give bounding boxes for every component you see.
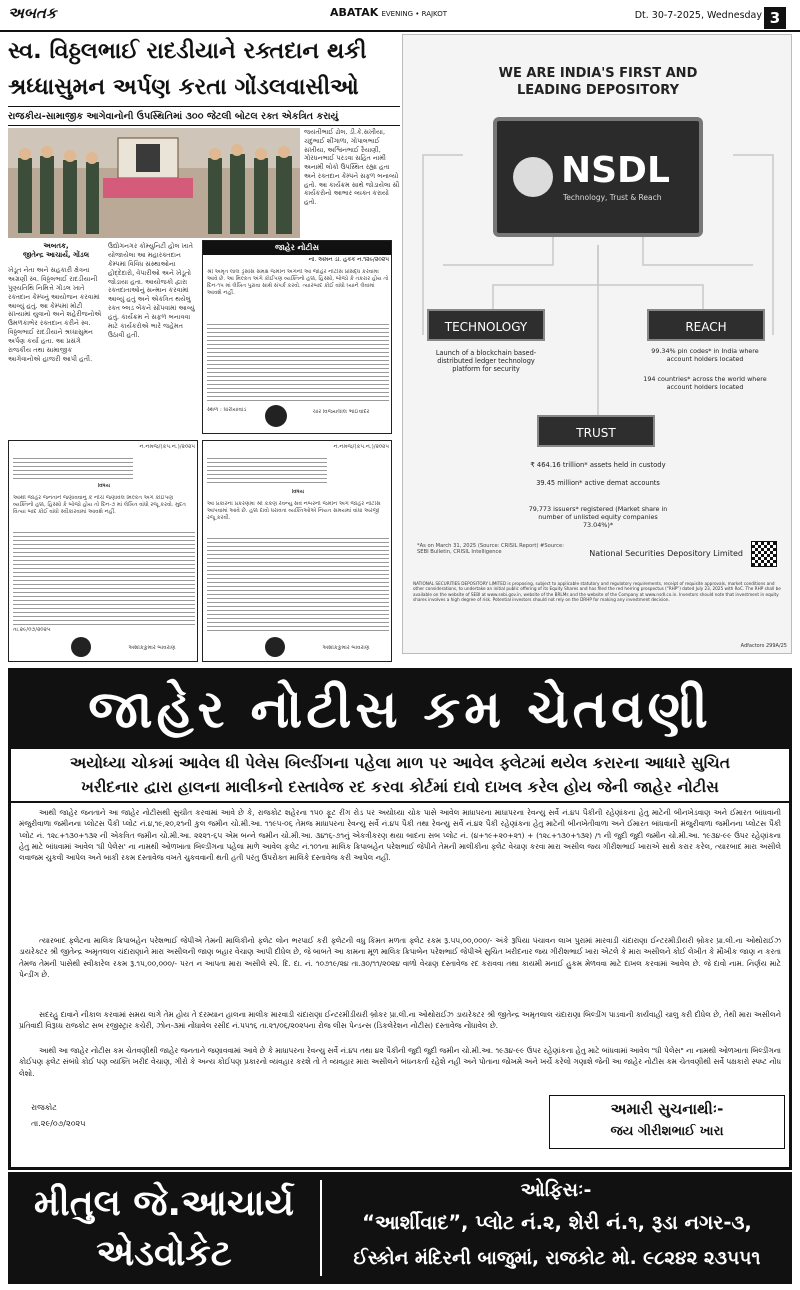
notice-top-seal — [265, 405, 287, 427]
warning-client-box — [549, 1095, 785, 1149]
trust-stat-3: 79,773 issuers* registered (Market share in number of unlisted equity companies 73.04%)* — [528, 505, 668, 529]
nsdl-ad-code: Adfactors 299A/25 — [740, 643, 787, 649]
notice-right-addr — [207, 455, 327, 485]
trust-stat-2: 39.45 million* active demat accounts — [536, 479, 660, 487]
reach-desc-2: 194 countries* across the world where account holders located — [643, 375, 767, 391]
byline-source: અબતક, — [43, 242, 69, 250]
masthead-title: ABATAK — [330, 6, 379, 19]
page-number: 3 — [764, 7, 786, 29]
masthead-center — [330, 6, 480, 22]
nsdl-brand-sub: Technology, Trust & Reach — [563, 193, 662, 202]
trust-stat-1: ₹ 464.16 trillion* assets held in custody — [530, 461, 666, 469]
nsdl-footnote: *As on March 31, 2025 (Source: CRISIL Report) #Source: SEBI Bulletin, CRISIL Intelligence — [417, 543, 564, 555]
byline-author: જીતેન્દ્ર આચાર્ય, ગોંડલ — [22, 251, 90, 259]
warning-title: જાહેર નોટીસ કમ ચેતવણી — [11, 671, 789, 749]
office-label: ઓફિસઃ- — [520, 1179, 592, 1201]
notice-left-seal — [71, 637, 91, 657]
notice-top-place: સ્થળ : ધારીયાવાડ — [207, 407, 247, 413]
masthead-date: Dt. 30-7-2025, Wednesday — [634, 10, 762, 21]
story-column-2: ઉદ્યોગનગર કોમ્યુનિટી હોલ ખાતે યોજાયેલા આ મહારક્તદાન કેમ્પમાં વિવિધ સંસ્થાઓના હોદ્દેદારો, વેપારીઓ અને ખેડૂતો જોડાયા હતા. આયોજકો દ્વારા રક્તદાતાઓનું સન્માન કરવામાં આવ્યું હતું અને એકત્રિત થયેલું રક્ત બ્લડ બેંકને સોંપવામાં આવ્યું હતું. કાર્યક્રમ ને સફળ બનાવવા માટે કાર્યકરોએ ભારે જહેમત ઉઠાવી હતી. — [108, 242, 195, 339]
office-line-2: ઈસ્કોન મંદિરની બાજુમાં, રાજકોટ મો. ૯૮૨૪૨ ૨૩૫૫૧ — [353, 1248, 761, 1269]
notice-right-sub: વિષય — [291, 489, 305, 495]
notice-left-body: આથી જાહેર જનતાને જણાવવાનું કે નીચે જણાવેલ મિલ્કત અંગે કોઈપણ વ્યક્તિનો હક્ક, હિસ્સો કે બોજો હોય તો દિન-૭ માં લેખિત વાંધો રજૂ કરવો. મુદત વિત્યા બાદ કોઈ વાંધો સ્વીકારવામાં આવશે નહીં. — [13, 495, 186, 516]
notice-left-date: તા.૨૯/૦૭/૨૦૨૫ — [13, 627, 51, 633]
reach-box: REACH — [647, 309, 765, 341]
notice-right-seal — [265, 637, 285, 657]
reach-desc-1: 99.34% pin codes* in India where account holders located — [651, 347, 759, 363]
notice-left-text-block — [13, 529, 195, 625]
nsdl-ad — [402, 34, 792, 654]
notice-right-body: આ પ્રકારના પ્રકરણમાં શ્રી કંકણ રેવન્યુ સર્વે નંબરની જમીન અંગે જાહેર નોટીસ આપવામાં આવે છે. હક્ક દાવો ધરાવતા વ્યક્તિઓએ નિયત સમયમાં વાંધા અરજી રજૂ કરવી. — [207, 501, 381, 522]
warning-place: રાજકોટ — [31, 1103, 57, 1112]
story-subhead: રાજકીય-સામાજીક આગેવાનોની ઉપસ્થિતિમાં ૩૦૦ જેટલી બોટલ રક્ત એકત્રિત કરાયું — [8, 106, 400, 126]
notice-left-sub: વિષય — [97, 483, 111, 489]
nsdl-qr-code — [751, 541, 777, 567]
technology-box: TECHNOLOGY — [427, 309, 545, 341]
advocate-title: એડવોકેટ — [96, 1233, 232, 1274]
warning-notice — [8, 668, 792, 1170]
story-headline-2: શ્રધ્ધાસુમન અર્પણ કરતા ગોંડલવાસીઓ — [8, 74, 359, 100]
nsdl-brand: NSDL — [561, 151, 670, 191]
trust-box: TRUST — [537, 415, 655, 447]
office-line-1: “આર્શીવાદ”, પ્લોટ નં.૨, શેરી નં.૧, રૂડા નગર-૩, — [362, 1211, 752, 1234]
notice-right-sign: અશોકકુમાર બાવરાણ — [322, 645, 370, 651]
warning-para-2: ત્યારબાદ ફ્લેટના માલિક ક્રિપાબહેન પરેશભાઈ જેપીએ તેમની માલિકીનો ફ્લેટ લોન ભરપાઈ કરી ફ્લેટની વધુ કિંમત મળતા ફ્લેટ રકમ રૂ.૫૫,૦૦,૦૦૦/- અંકે રૂપિયા પંચાવન લાખ પુરામાં મારવાડી ચંદારાણા ઈન્ટરમીડીયરી બ્રોકર પ્રા.લી.ના ઓથોરાઈઝ ડાયરેક્ટર શ્રી જીતેન્દ્ર અમૃતલાલ ચંદારાણાને મારા અસીલની જાણ બહાર વેચાણ આપી દીધેલ છે, જે બાબતે આ કામના મૂળ માલિક ક્રિપાબેન પરેશભાઈ જેપીએ સુચિત ખરીદનાર જય ગીરીશભાઈ ખારા એટલે કે મારા અસીલને કોઈ લેખીત કે મૌખીક જાણ ન કરતા તેમજ તેમની પાસેથી સ્વીકારેલ રકમ રૂ.૧૫,૦૦,૦૦૦/- પરત ન આપતા મારા અસીલે સ્પે. દિ. દા. નં. ૧૦૭૧૯/૨૪ તા.૩૦/૧૧/૨૦૨૪ વાળો વેચાણ દસ્તાવેજ રદ કરાવવા તથા કાયમી મનાઈ હુકમ મેળવવા માટે દાખલ કરવામાં આવેલ છે. જે દાવો નામ. નિર્ણય માટે પેન્ડીંગ છે. — [19, 936, 781, 979]
story-photo-text: જયંતીભાઈ ઢોલ, ડી.કે.સખીયા, ચંદુભાઈ શીંગાળા, ગોપાલભાઈ સખીયા, અશ્વિનભાઈ રૈયાણી, ગોરધનભાઈ પરડવા સહિત નામી અનામી લોકો ઉપસ્થિત રહ્યા હતા અને રક્તદાન કેમ્પને સફળ બનાવ્યો હતો. આ કાર્યક્રમ સાથે જોડાયેલા સૌ કાર્યકરોનો આભાર વ્યક્ત કરાયો હતો. — [304, 128, 400, 207]
advocate-name: મીતુલ જે.આચાર્ય — [34, 1183, 294, 1224]
warning-subtitle-1: અયોધ્યા ચોકમાં આવેલ ધી પેલેસ બિલ્ડીંગના પહેલા માળ પર આવેલ ફ્લેટમાં થયેલ કરારના આધારે સુચિત — [69, 754, 731, 772]
notice-left-ref: નં.નમજ/(કપ.નં.)/૨૦૨૫ — [139, 444, 195, 450]
warning-divider — [11, 801, 789, 803]
notice-top-text-block — [207, 321, 389, 403]
photo-graphic — [8, 128, 300, 238]
notice-top-title: જાહેર નોટીસ — [203, 241, 391, 255]
masthead-subtitle: EVENING • RAJKOT — [381, 10, 448, 18]
nsdl-tagline: WE ARE INDIA'S FIRST AND LEADING DEPOSITORY — [498, 66, 698, 98]
story-photo — [8, 128, 300, 238]
nsdl-chip — [493, 117, 703, 237]
nsdl-logo-icon — [513, 157, 553, 197]
masthead-logo: અબતક — [8, 4, 57, 22]
warning-client-label: અમારી સુચનાથીઃ- — [610, 1100, 724, 1118]
nsdl-legal-text: NATIONAL SECURITIES DEPOSITORY LIMITED is proposing, subject to applicable statutory and regulatory requirements, receipt of requisite approvals, market conditions and other considerations, to undertake an initial public offering of its Equity Shares and has filed the red herring prospectus ("RHP") dated July 23, 2025 with RoC. The RHP shall be available on the website of SEBI at www.sebi.gov.in, website of the BRLMs and the website of the Company at www.nsdl.co.in. Investors should note that investment in equity shares involves a high degree of risk. Potential investors should not rely on the DRHP for making any investment decision. — [413, 581, 781, 603]
warning-client-name: જય ગીરીશભાઈ ખારા — [610, 1124, 724, 1139]
notice-left-sign: અશોકકુમાર બાવરાણ — [128, 645, 176, 651]
masthead — [0, 0, 800, 32]
notice-left — [8, 440, 198, 662]
notice-top — [202, 240, 392, 434]
nsdl-company: National Securities Depository Limited — [589, 549, 743, 558]
warning-para-3: સદરહુ દાવાને નીકાલ કરવામાં સમય લાગે તેમ હોય તે દરમ્યાન હાલના માલીક મારવાડી ચંદારાણા ઈન્ટરમીડીયરી બ્રોકર પ્રા.લી.ના ઓથોરાઈઝ ડાયરેક્ટર શ્રી જીતેન્દ્ર અમૃતલાલ ચંદારાણા બિલ્ડીંગ પાડવાની કાર્યવાહી ચાલુ કરી દીધેલ છે, તેથી મારા અસીલને પ્રતિવાદી વિરૂધ્ધ રાજકોટ સબ રજીસ્ટ્રાર કચેરી, ઝોન-૩માં નોંધાવેલ રસીદ નં.પ૫૧૬ તા.૨૧/૦૬/૨૦૨૫ના રોજ લીસ પેન્ડન્સ (ડિકલેરેશન નોટીસ) દસ્તાવેજ નોંધાવેલ છે. — [19, 1010, 781, 1031]
story-headline-1: સ્વ. વિઠ્ઠલભાઈ રાદડીયાને રક્તદાન થકી — [8, 38, 367, 64]
warning-date: તા.૨૯/૦૭/૨૦૨૫ — [31, 1119, 86, 1128]
warning-para-4: આથી આ જાહેર નોટીસ કમ ચેતવણીથી જાહેર જનતાને જણાવવામાં આવે છે કે માધાપરના રેવન્યુ સર્વે નં.૪૫ તથા ૪૨ પૈકીની જુદી જુદી જમીન ચો.મી.આ. ૧૯૩૪-૯૯ ઉપર રહેણાંકના હેતુ માટે બાંધવામાં આવેલ "ધી પેલેસ" ના નામથી ઓળખાતા બિલ્ડીંગના કોઈપણ ફ્લેટ સંબંધે કોઈ પણ વ્યક્તિ ખરીદ વેચાણ, ગીરો કે અન્ય કોઈપણ પ્રકારનો વ્યવહાર કરશે તો તે વ્યવહાર મારા અસીલને બંધનકર્તા રહેશે નહી અને પોતાના જોખમે અને ખર્ચે કરેલો ગણાશે જેની આ જાહેર નોટીસ કમ ચેતવણીથી સર્વે પક્ષકારો સ્પષ્ટ નોંધ લેશો. — [19, 1046, 781, 1078]
notice-left-addr — [13, 455, 133, 479]
technology-desc: Launch of a blockchain based-distributed ledger technology platform for security — [435, 349, 537, 373]
story-column-1: ખેડૂત નેતા અને સહકારી ક્ષેત્રના અગ્રણી સ્વ. વિઠ્ઠલભાઈ રાદડીયાની પુણ્યતિથિ નિમિત્તે ગોંડલ ખાતે રક્તદાન કેમ્પનું આયોજન કરવામાં આવ્યું હતું. આ કેમ્પમાં મોટી સંખ્યામાં યુવાનો અને શહેરીજનોએ ઉમળકાભેર રક્તદાન કરીને સ્વ. વિઠ્ઠલભાઈ રાદડીયાને શ્રધ્ધાસુમન અર્પણ કર્યા હતા. આ પ્રસંગે રાજકીય તથા સામાજીક આગેવાનોએ હાજરી આપી હતી. — [8, 266, 102, 363]
warning-para-1: આથી જાહેર જનતાને આ જાહેર નોટીસથી સુચીત કરવામાં આવે છે કે, રાજકોટ શહેરના ૧૫૦ ફૂટ રીંગ રોડ પર અયોધ્યા ચોક પાસે આવેલ માધાપરના માધાપરના રેવન્યુ સર્વે નં.૪૫ પૈકીની રહેણાંકના હેતુ માટેની બીનખેડવાણ અને ઈમારત બાંધવાની મંજુરીવાળા જમીનના પ્લોટસ પૈકી પ્લોટ નં.૪,૧૯,૨૦,૨૧ની કુલ જમીન ચો.મી.આ. ૧૧૯૫-૦૬ તેમજ માધાપરના રેવન્યુ સર્વે નં.૪૫ પૈકી તથા રેવન્યુ સર્વે નં.૪૨ પૈકી રહેણાંકના હેતુ માટેની બીનખેતીવાળા અને ઈમારત બાંધવાની મંજુરીવાળા જમીનના પ્લોટસ પૈકી પ્લોટ નં. ૧૨૮+૧૩૦+૧૩૨ ની એકત્રિત જમીન ચો.મી.આ. ૨૨૨૧-૬૫ એમ બન્ને જમીન ચો.મી.આ. ૩૪૧૬-૭૧નું એકત્રીકરણ થયા બાદના સબ પ્લોટ નં. (૪+૧૯+૨૦+૨૧) + (૧૨૮+૧૩૦+૧૩૨) /૧ ની જુદી જુદી જમીન ચો.મી.આ. ૧૯૩૪-૯૯ ઉપર રહેણાંકના હેતુ માટે બાંધવામાં આવેલ 'ધી પેલેસ' ના નામથી ઓળખાતા બિલ્ડીંગના પહેલા માળે આવેલ ફલેટ નં.૧૦૧ના માલિક ક્રિપાબહેન પરેશભાઈ જેપીને તેમની માલીકીના ફ્લેટ વેચાણ કરવા મારા અસીલ જય ગીરીશભાઈ ખારાએ સાથે કરાર કરેલ, ત્યારબાદ મારા અસીલે લવાજમ ચુકવી આપેલ અને બાકી રકમ દસ્તાવેજ વખતે ચુકવવાની થતી હતી પરંતુ ઉપરોક્ત માલિકે દસ્તાવેજ કરી આપેલ નહીં. — [19, 808, 781, 862]
advocate-footer — [8, 1172, 792, 1284]
advocate-divider — [320, 1180, 322, 1276]
story-byline — [8, 242, 104, 264]
notice-right — [202, 440, 392, 662]
warning-subtitle-2: ખરીદનાર દ્વારા હાલના માલીકનો દસ્તાવેજ રદ કરવા કોર્ટમાં દાવો દાખલ કરેલ હોય જેની જાહેર નોટીસ — [81, 778, 719, 796]
notice-right-ref: નં.નમજ/(કપ.નં.)/૨૦૨૫ — [333, 444, 389, 450]
notice-right-text-block — [207, 535, 389, 633]
notice-top-ref: નો. અમન ડી. હકક નં.૧૨૯/૨૦૨૫ — [308, 257, 389, 263]
notice-top-body: શ્રી અમૃત લાલ ડ્રેસોસ સમક્ષ જમીન અંગેની આ જાહેર નોટીસ પ્રસિદ્ધ કરવામાં આવે છે. આ મિલ્કત અંગે કોઈપણ વ્યક્તિનો હક્ક, હિસ્સો, બોજો કે તકરાર હોય તો દિન-૧૫ માં લેખિત પુરાવા સાથે સંપર્ક કરવો. ત્યારબાદ કોઈ વાંધો ધ્યાને લેવામાં આવશે નહીં. — [207, 269, 389, 297]
notice-top-sign: ચાર વિજયલાલ ભાઈવાદર — [312, 409, 370, 415]
